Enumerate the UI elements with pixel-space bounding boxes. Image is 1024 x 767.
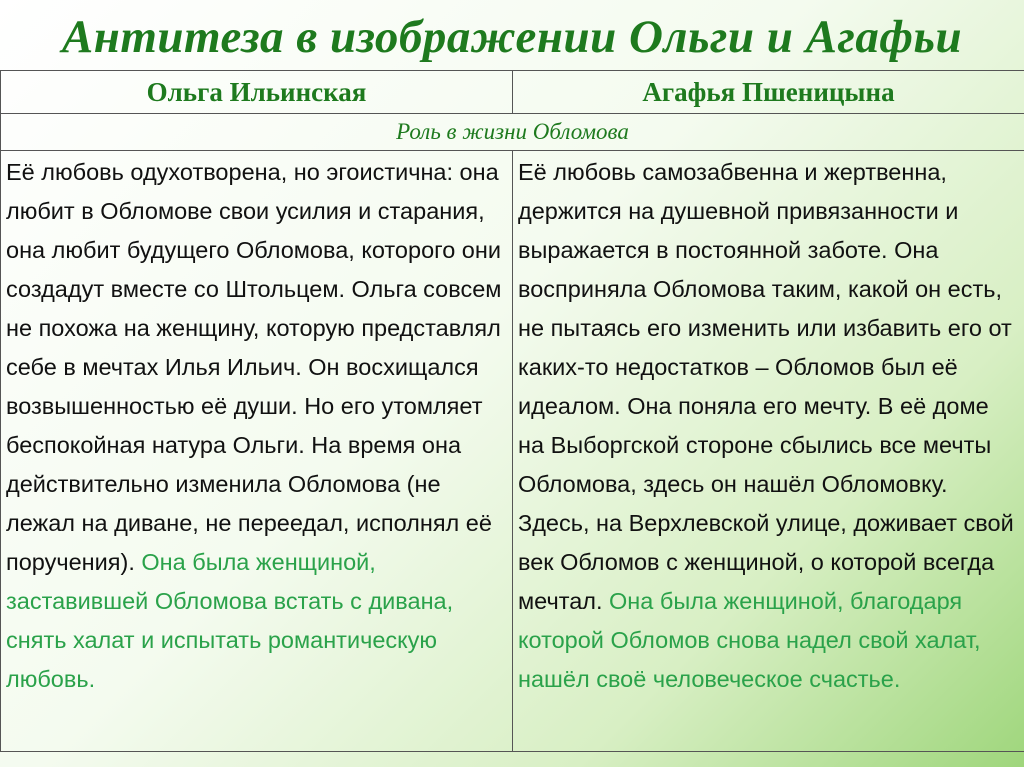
header-agafya: Агафья Пшеницына	[513, 71, 1024, 114]
agafya-text-highlight: Она была женщиной, благодаря	[602, 588, 963, 614]
olga-description-cell	[1, 151, 513, 752]
header-row	[1, 71, 1024, 114]
agafya-description-cell	[513, 151, 1024, 752]
agafya-text-tail: которой Обломов снова надел свой халат, нашёл своё человеческое счастье.	[518, 627, 981, 692]
agafya-text-main: Её любовь самозабвенна и жертвенна, держится на душевной привязанности и выражается в постоянной заботе. Она восприняла Обломова таким, какой он есть, не пытаясь его изменить или избавить его от каких-то недостатков – Обломов был её идеалом. Она поняла его мечту. В её доме на Выборгской стороне сбылись все мечты Обломова, здесь он нашёл Обломовку. Здесь, на Верхлевской улице, доживает свой век Обломов с женщиной, о которой всегда мечтал.	[518, 159, 1014, 614]
comparison-table	[0, 70, 1024, 752]
subheader-role: Роль в жизни Обломова	[1, 114, 1024, 151]
header-olga: Ольга Ильинская	[1, 71, 513, 114]
slide-title: Антитеза в изображении Ольги и Агафьи	[61, 11, 963, 63]
olga-text-tail: снять халат и испытать романтическую любовь.	[6, 627, 438, 692]
agafya-description	[513, 151, 1024, 699]
subheader-row	[1, 114, 1024, 151]
olga-description	[1, 151, 512, 699]
olga-text-main: Её любовь одухотворена, но эгоистична: она любит в Обломове свои усилия и старания, она любит будущего Обломова, которого они создадут вместе со Штольцем. Ольга совсем не похожа на женщину, которую представлял себе в мечтах Илья Ильич. Он восхищался возвышенностью её души. Но его утомляет беспокойная натура Ольги. На время она действительно изменила Обломова (не лежал на диване, не переедал, исполнял её поручения).	[6, 159, 502, 575]
content-row	[1, 151, 1024, 752]
olga-text-highlight: Она была женщиной, заставившей Обломова встать с дивана,	[6, 549, 454, 614]
